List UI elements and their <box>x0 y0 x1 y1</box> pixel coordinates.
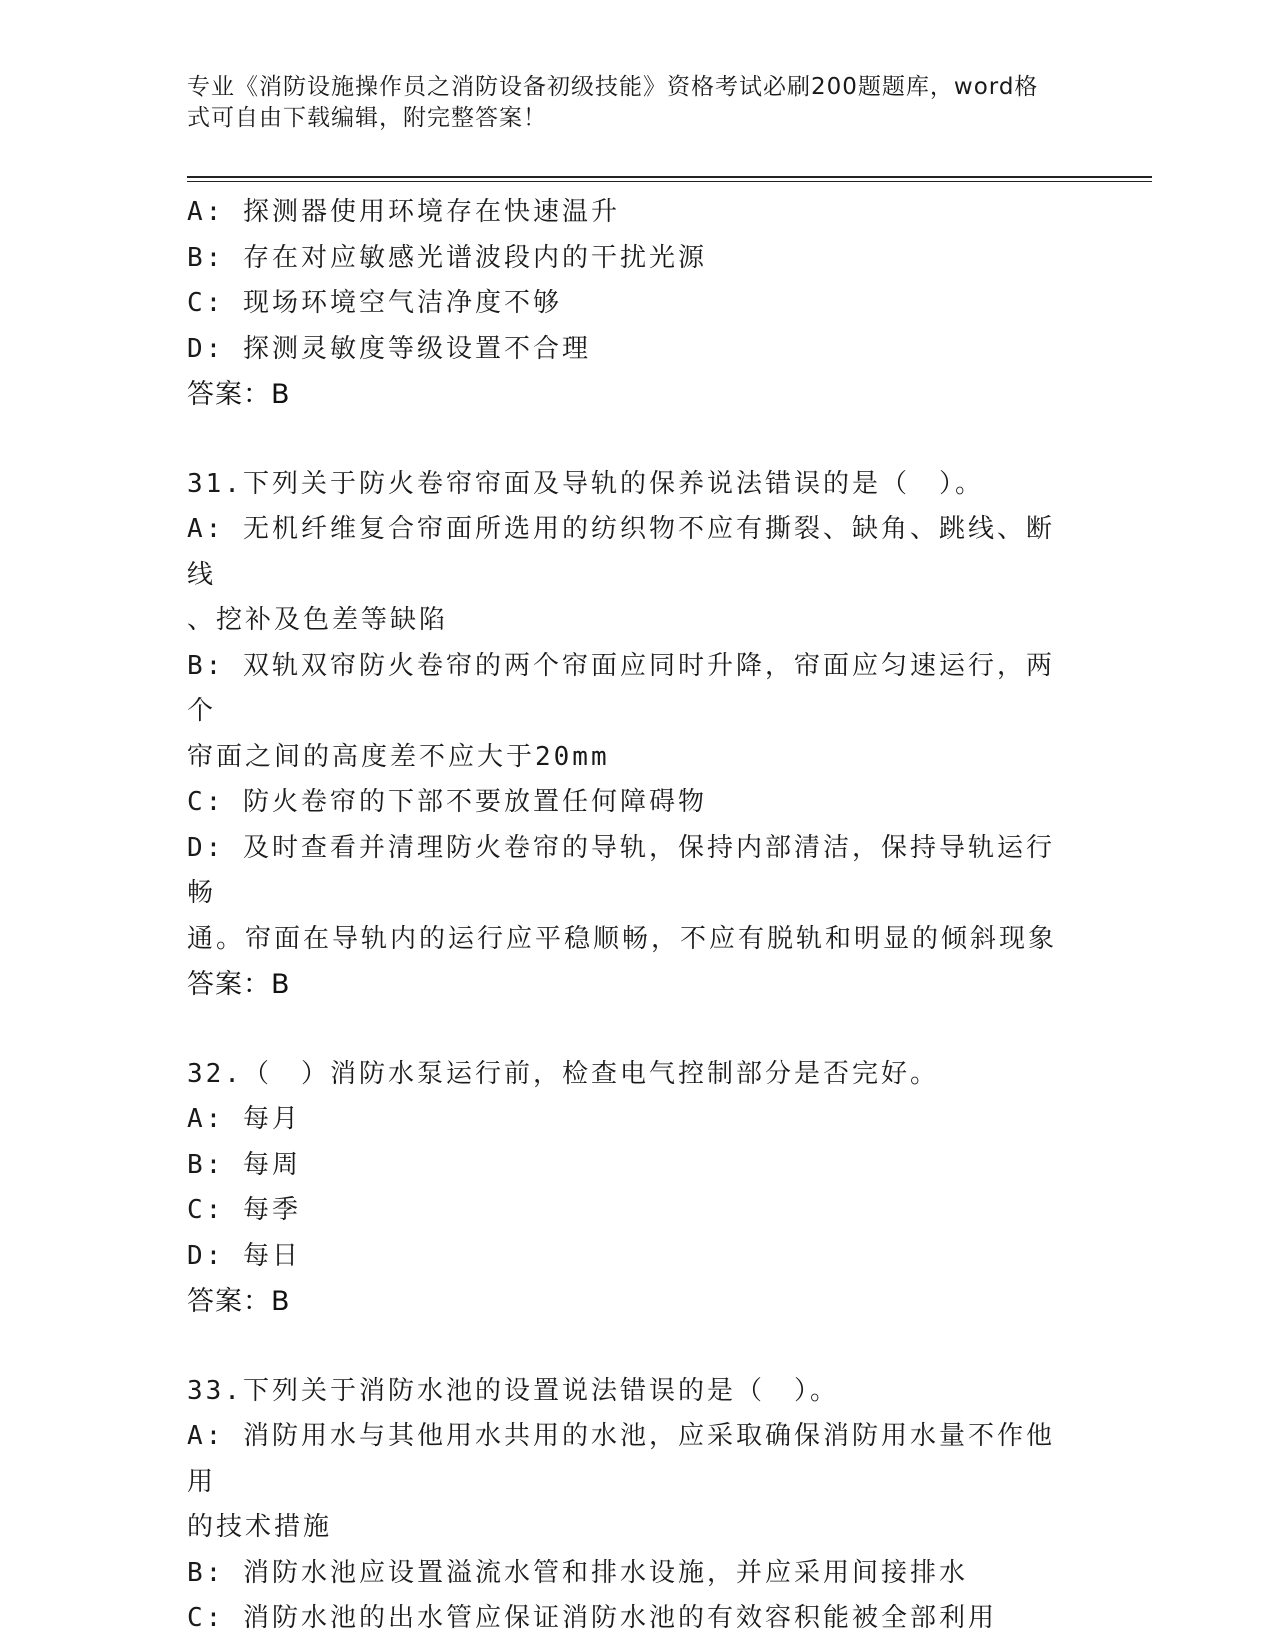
option-c: C: 每季 <box>187 1195 301 1225</box>
header-line-1: 专业《消防设施操作员之消防设备初级技能》资格考试必刷200题题库，word格 <box>187 74 1039 100</box>
option-a: A: 每月 <box>187 1104 301 1134</box>
option-d-continued: 通。帘面在导轨内的运行应平稳顺畅，不应有脱轨和明显的倾斜现象 <box>187 923 1058 954</box>
option-c: C: 消防水池的出水管应保证消防水池的有效容积能被全部利用 <box>187 1603 997 1633</box>
option-a: A: 消防用水与其他用水共用的水池，应采取确保消防用水量不作他用 <box>187 1421 1055 1497</box>
answer-line: 答案：B <box>187 969 291 1000</box>
option-d: D: 每日 <box>187 1240 301 1271</box>
question-text: 33.下列关于消防水池的设置说法错误的是（ ）。 <box>187 1375 839 1406</box>
answer-line: 答案：B <box>187 1286 291 1317</box>
spacer <box>187 1325 1077 1369</box>
option-d: D: 及时查看并清理防火卷帘的导轨，保持内部清洁，保持导轨运行畅 <box>187 832 1055 908</box>
option-b: B: 消防水池应设置溢流水管和排水设施，并应采用间接排水 <box>187 1557 968 1588</box>
option-b: B: 每周 <box>187 1149 301 1180</box>
spacer <box>187 1008 1077 1052</box>
question-block-30 <box>187 190 1077 418</box>
header-line-2: 式可自由下载编辑，附完整答案！ <box>187 105 547 131</box>
option-b-continued: 帘面之间的高度差不应大于20mm <box>187 741 610 772</box>
question-text: 32.（ ）消防水泵运行前，检查电气控制部分是否完好。 <box>187 1058 939 1089</box>
question-text: 31.下列关于防火卷帘帘面及导轨的保养说法错误的是（ ）。 <box>187 468 984 499</box>
option-c: C: 现场环境空气洁净度不够 <box>187 288 562 318</box>
option-c: C: 防火卷帘的下部不要放置任何障碍物 <box>187 787 707 817</box>
option-b: B: 存在对应敏感光谱波段内的干扰光源 <box>187 242 707 273</box>
question-block-33 <box>187 1369 1077 1642</box>
option-a: A: 探测器使用环境存在快速温升 <box>187 197 620 227</box>
answer-line: 答案：B <box>187 379 291 410</box>
option-a-continued: 、挖补及色差等缺陷 <box>187 605 449 635</box>
question-block-32 <box>187 1052 1077 1325</box>
spacer <box>187 418 1077 462</box>
question-block-31 <box>187 462 1077 1008</box>
option-d: D: 探测灵敏度等级设置不合理 <box>187 333 591 364</box>
question-content <box>187 190 1077 1642</box>
option-a-continued: 的技术措施 <box>187 1512 333 1542</box>
option-a: A: 无机纤维复合帘面所选用的纺织物不应有撕裂、缺角、跳线、断线 <box>187 514 1055 590</box>
document-header <box>187 72 1067 134</box>
header-divider-thick <box>187 176 1152 178</box>
header-divider-thin <box>187 181 1152 182</box>
option-b: B: 双轨双帘防火卷帘的两个帘面应同时升降，帘面应匀速运行，两个 <box>187 650 1055 726</box>
